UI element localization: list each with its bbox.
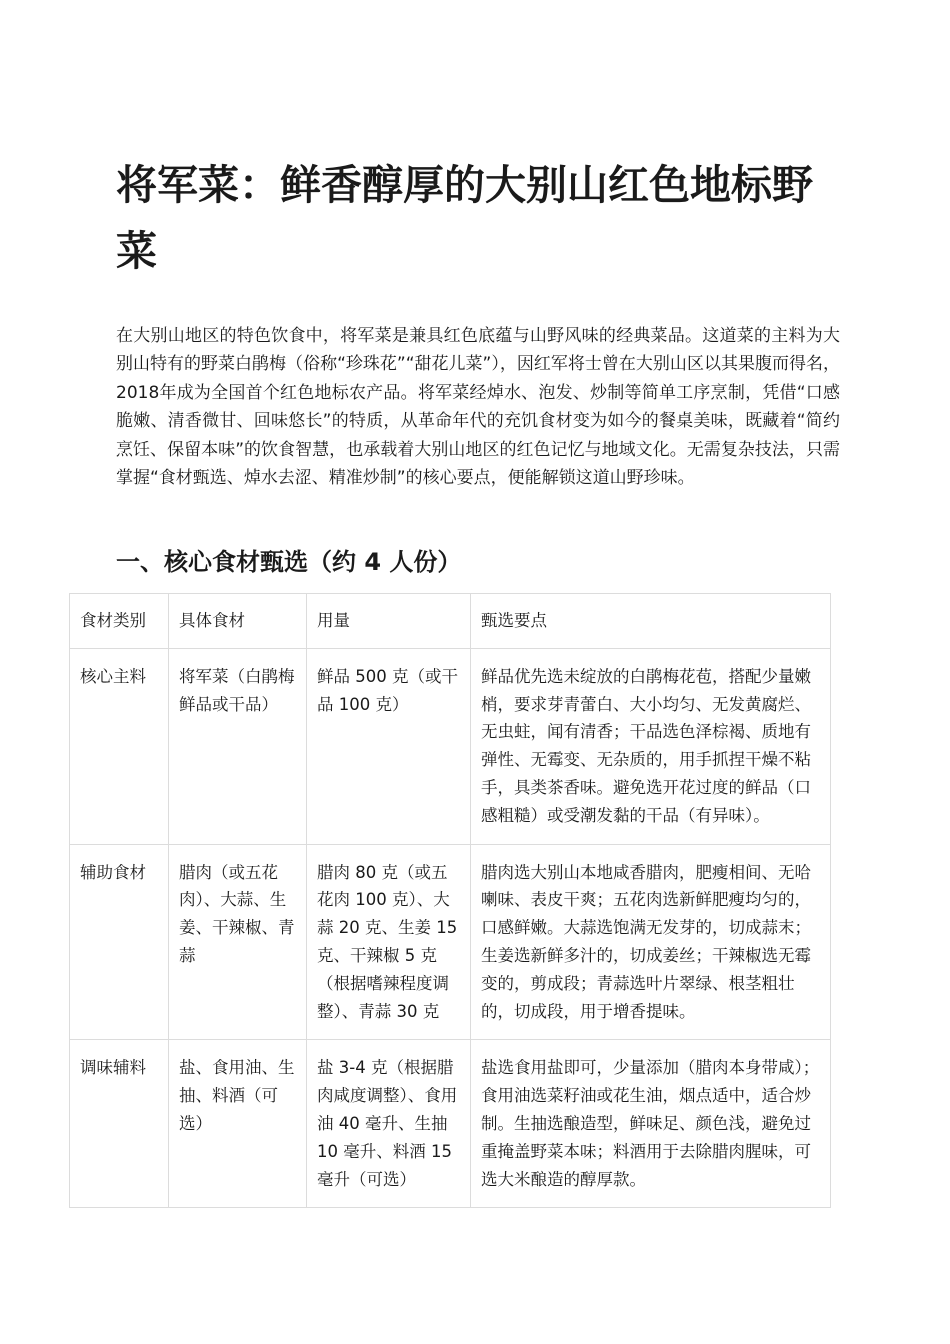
header-ingredient: 具体食材 [169, 594, 307, 649]
cell-tips: 鲜品优先选未绽放的白鹃梅花苞，搭配少量嫩梢，要求芽青蕾白、大小均匀、无发黄腐烂、无虫蛀，闻有清香；干品选色泽棕褐、质地有弹性、无霉变、无杂质的，用手抓捏干燥不粘手，具类茶香味。避免选开花过度的鲜品（口感粗糙）或受潮发黏的干品（有异味）。 [471, 648, 831, 844]
cell-amount: 盐 3-4 克（根据腊肉咸度调整）、食用油 40 毫升、生抽 10 毫升、料酒 15 毫升（可选） [307, 1040, 471, 1208]
intro-paragraph: 在大别山地区的特色饮食中，将军菜是兼具红色底蕴与山野风味的经典菜品。这道菜的主料为大别山特有的野菜白鹃梅（俗称“珍珠花”“甜花儿菜”），因红军将士曾在大别山区以其果腹而得名，2018年成为全国首个红色地标农产品。将军菜经焯水、泡发、炒制等简单工序烹制，凭借“口感脆嫩、清香微甘、回味悠长”的特质，从革命年代的充饥食材变为如今的餐桌美味，既藏着“简约烹饪、保留本味”的饮食智慧，也承载着大别山地区的红色记忆与地域文化。无需复杂技法，只需掌握“食材甄选、焯水去涩、精准炒制”的核心要点，便能解锁这道山野珍味。 [116, 326, 840, 489]
cell-category: 辅助食材 [70, 844, 169, 1040]
cell-amount: 鲜品 500 克（或干品 100 克） [307, 648, 471, 844]
ingredients-table [69, 593, 831, 1208]
cell-ingredient: 腊肉（或五花肉）、大蒜、生姜、干辣椒、青蒜 [169, 844, 307, 1040]
cell-ingredient: 盐、食用油、生抽、料酒（可选） [169, 1040, 307, 1208]
header-category: 食材类别 [70, 594, 169, 649]
table-row [70, 844, 831, 1040]
table-row [70, 648, 831, 844]
header-amount: 用量 [307, 594, 471, 649]
cell-category: 调味辅料 [70, 1040, 169, 1208]
table-header-row [70, 594, 831, 649]
cell-tips: 腊肉选大别山本地咸香腊肉，肥瘦相间、无哈喇味、表皮干爽；五花肉选新鲜肥瘦均匀的，口感鲜嫩。大蒜选饱满无发芽的，切成蒜末；生姜选新鲜多汁的，切成姜丝；干辣椒选无霉变的，剪成段；青蒜选叶片翠绿、根茎粗壮的，切成段，用于增香提味。 [471, 844, 831, 1040]
table-row [70, 1040, 831, 1208]
header-tips: 甄选要点 [471, 594, 831, 649]
section-heading-ingredients: 一、核心食材甄选（约 4 人份） [116, 548, 462, 576]
cell-category: 核心主料 [70, 648, 169, 844]
cell-ingredient: 将军菜（白鹃梅鲜品或干品） [169, 648, 307, 844]
cell-amount: 腊肉 80 克（或五花肉 100 克）、大蒜 20 克、生姜 15 克、干辣椒 5 克（根据嗜辣程度调整）、青蒜 30 克 [307, 844, 471, 1040]
cell-tips: 盐选食用盐即可，少量添加（腊肉本身带咸）；食用油选菜籽油或花生油，烟点适中，适合炒制。生抽选酿造型，鲜味足、颜色浅，避免过重掩盖野菜本味；料酒用于去除腊肉腥味，可选大米酿造的醇厚款。 [471, 1040, 831, 1208]
page-title: 将军菜：鲜香醇厚的大别山红色地标野菜 [116, 161, 813, 275]
